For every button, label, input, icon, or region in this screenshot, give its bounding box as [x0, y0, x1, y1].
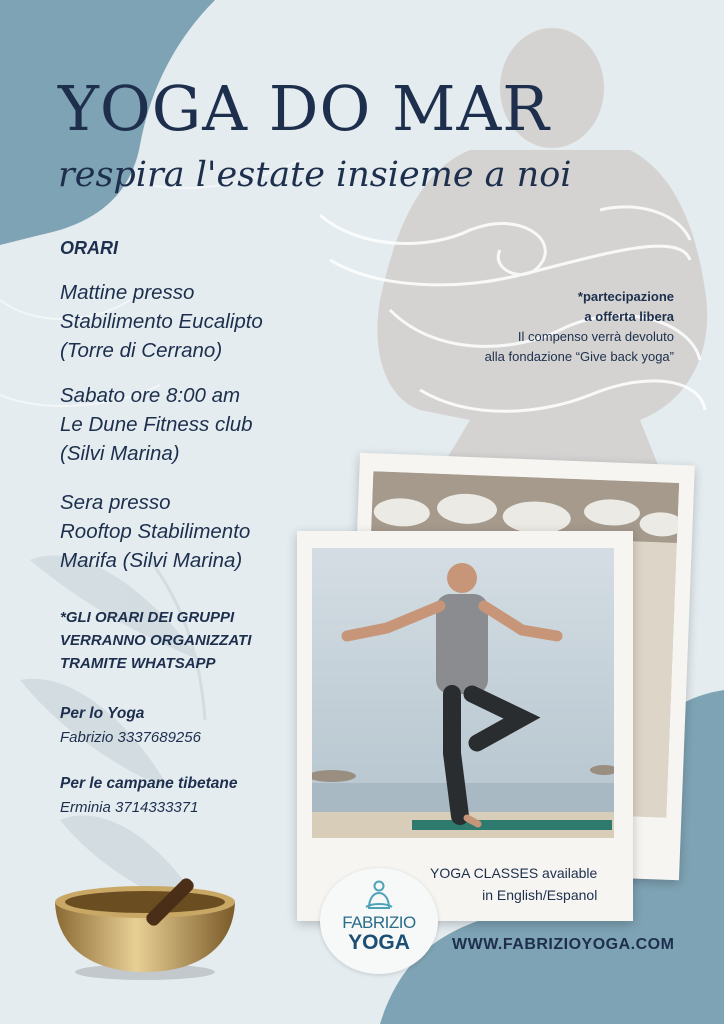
- contact-yoga-label: Per lo Yoga: [60, 705, 145, 722]
- classes-language-note: [430, 862, 597, 906]
- participation-note-line: *partecipazione: [577, 289, 674, 304]
- classes-note-line: YOGA CLASSES available: [430, 865, 598, 881]
- schedule-line: Marifa (Silvi Marina): [60, 549, 243, 572]
- page-title: YOGA DO MAR: [58, 72, 550, 145]
- schedule-line: Mattine presso: [60, 281, 195, 304]
- schedule-block-evening: [60, 488, 250, 575]
- logo-text-yoga: YOGA: [348, 931, 410, 954]
- schedule-line: (Torre di Cerrano): [60, 339, 223, 362]
- participation-note-line: a offerta libera: [584, 309, 674, 324]
- groups-note-line: VERRANNO ORGANIZZATI: [60, 632, 252, 649]
- singing-bowl-image: [45, 860, 245, 990]
- schedule-line: Le Dune Fitness club: [60, 413, 253, 436]
- classes-note-line: in English/Espanol: [482, 887, 598, 903]
- groups-note-line: *GLI ORARI DEI GRUPPI: [60, 609, 235, 626]
- meditation-figure-icon: [364, 880, 394, 912]
- participation-note: [485, 287, 674, 367]
- groups-note-line: TRAMITE WHATSAPP: [60, 655, 216, 672]
- schedule-block-saturday: [60, 381, 253, 468]
- fabrizio-yoga-logo: [320, 868, 438, 974]
- contact-bells-phone[interactable]: Erminia 3714333371: [60, 799, 199, 816]
- participation-note-line: Il compenso verrà devoluto: [517, 329, 674, 344]
- logo-text-fabrizio: FABRIZIO: [342, 913, 416, 932]
- schedule-line: (Silvi Marina): [60, 442, 180, 465]
- groups-note: [60, 606, 251, 675]
- schedule-heading: ORARI: [60, 238, 118, 258]
- schedule-block-morning: [60, 278, 263, 365]
- schedule-line: Rooftop Stabilimento: [60, 520, 251, 543]
- schedule-line: Sera presso: [60, 491, 171, 514]
- schedule-line: Sabato ore 8:00 am: [60, 384, 241, 407]
- page-subtitle: respira l'estate insieme a noi: [58, 155, 572, 195]
- participation-note-line: alla fondazione “Give back yoga”: [484, 349, 674, 364]
- yoga-tree-pose-photo: [312, 548, 614, 838]
- contact-bells-label: Per le campane tibetane: [60, 775, 238, 792]
- schedule-line: Stabilimento Eucalipto: [60, 310, 263, 333]
- contact-yoga-phone[interactable]: Fabrizio 3337689256: [60, 729, 201, 746]
- website-link[interactable]: WWW.FABRIZIOYOGA.COM: [452, 936, 675, 953]
